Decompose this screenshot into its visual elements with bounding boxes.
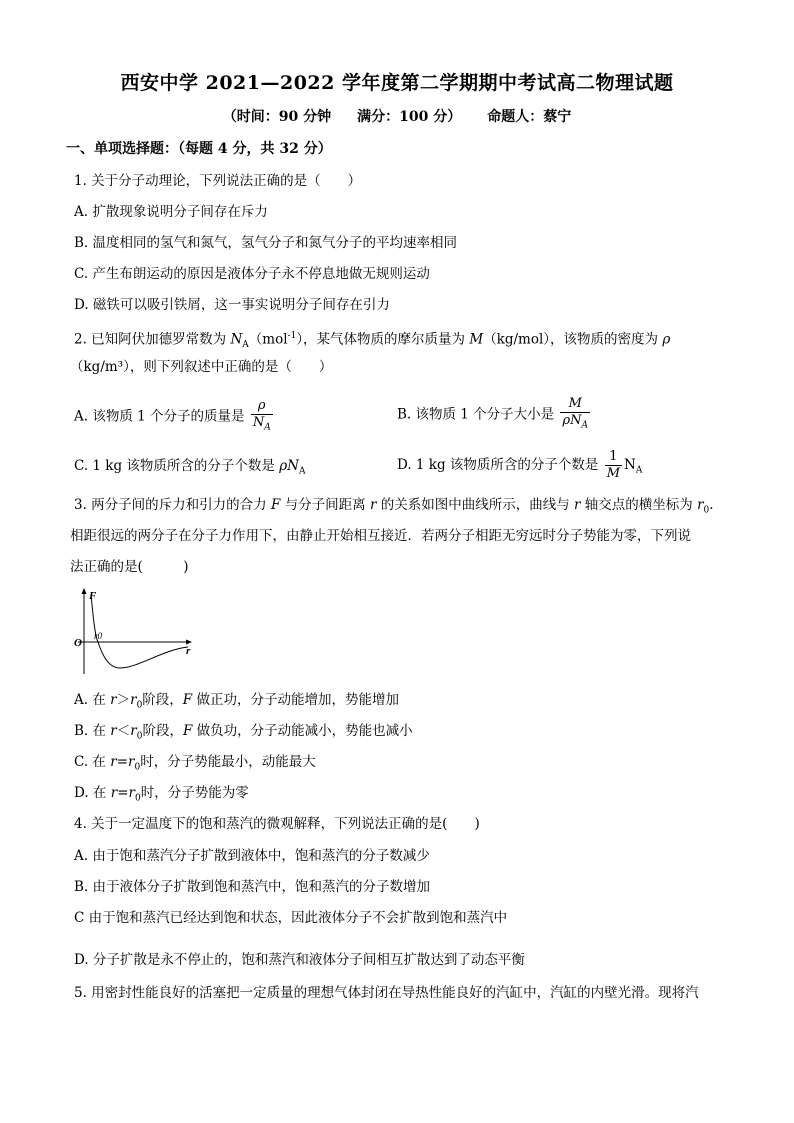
- q3-stem-line2: 相距很远的两分子在分子力作用下，由静止开始相互接近．若两分子相距无穷远时分子势能为零，下列说: [70, 528, 691, 544]
- graph-label-origin: O: [74, 637, 82, 649]
- q2-stem-line2: （kg/m³），则下列叙述中正确的是（ ）: [70, 359, 333, 375]
- exam-info: [0, 106, 794, 126]
- q4-stem: 4. 关于一定温度下的饱和蒸汽的微观解释，下列说法正确的是( ): [74, 816, 480, 832]
- graph-label-f: F: [89, 590, 97, 602]
- q2-option-d: D. 1 kg 该物质所含的分子个数是 $\frac{1}{M}$ $N_A$: [397, 449, 643, 481]
- q1-option-a: A. 扩散现象说明分子间存在斥力: [74, 204, 268, 220]
- q4-option-d: D. 分子扩散是永不停止的，饱和蒸汽和液体分子间相互扩散达到了动态平衡: [74, 952, 525, 968]
- q1-option-d: D. 磁铁可以吸引铁屑，这一事实说明分子间存在引力: [74, 297, 390, 313]
- q2-option-c: C. 1 kg 该物质所含的分子个数是 $\rho N_A$: [74, 458, 306, 477]
- exam-score: 满分：100 分）: [357, 109, 462, 125]
- q1-stem: 1. 关于分子动理论，下列说法正确的是（ ）: [74, 173, 362, 189]
- force-curve: [91, 594, 188, 668]
- q3-option-d: D. 在 $r=r_0$时，分子势能为零: [74, 785, 249, 804]
- section-heading: 一、单项选择题：（每题 4 分，共 32 分）: [66, 141, 332, 157]
- q3-option-a: A. 在 $r>r_0$阶段，F 做正功，分子动能增加，势能增加: [74, 692, 399, 711]
- q4-option-b: B. 由于液体分子扩散到饱和蒸汽中，饱和蒸汽的分子数增加: [74, 879, 431, 895]
- graph-label-r0: r0: [94, 631, 103, 641]
- exam-author: 命题人：蔡宁: [487, 109, 572, 125]
- q1-option-c: C. 产生布朗运动的原因是液体分子永不停息地做无规则运动: [74, 266, 430, 282]
- q1-option-b: B. 温度相同的氢气和氮气，氢气分子和氮气分子的平均速率相同: [74, 235, 458, 251]
- q3-option-c: C. 在 $r=r_0$时，分子势能最小，动能最大: [74, 754, 316, 773]
- y-axis-arrow: [82, 588, 87, 594]
- q5-stem: 5. 用密封性能良好的活塞把一定质量的理想气体封闭在导热性能良好的汽缸中，汽缸的内壁光滑。现将汽: [74, 985, 699, 1001]
- q3-stem-line3: 法正确的是( ): [70, 559, 189, 575]
- q3-option-b: B. 在 $r<r_0$阶段，F 做负功，分子动能减小，势能也减小: [74, 723, 413, 742]
- graph-label-r: r: [186, 645, 191, 657]
- q2-stem: 2. 已知阿伏加德罗常数为 $N_A(mol^{-1})$，某气体物质的摩尔质量为 M（kg/mol），该物质的密度为 ρ: [74, 331, 671, 351]
- fraction-m-over-rho-na: $\frac{M}{\rho N_A}$: [562, 396, 589, 431]
- q4-option-c: C 由于饱和蒸汽已经达到饱和状态，因此液体分子不会扩散到饱和蒸汽中: [74, 910, 508, 926]
- q2-option-b: B. 该物质 1 个分子大小是 $\frac{M}{\rho N_A}$: [397, 396, 592, 434]
- q4-option-a: A. 由于饱和蒸汽分子扩散到液体中，饱和蒸汽的分子数减少: [74, 848, 430, 864]
- q3-stem-line1: 3. 两分子间的斥力和引力的合力 F 与分子间距离 r 的关系如图中曲线所示，曲线与 r 轴交点的横坐标为 $r_0$.: [74, 497, 714, 516]
- fraction-rho-over-na: $\frac{\rho}{N_A}$: [252, 398, 271, 433]
- exam-time: （时间：90 分钟: [222, 109, 332, 125]
- force-distance-graph: [72, 586, 202, 678]
- fraction-one-over-m: $\frac{1}{M}$: [606, 449, 621, 481]
- x-axis-arrow: [186, 640, 192, 645]
- q2-option-a: A. 该物质 1 个分子的质量是 $\frac{\rho}{N_A}$: [74, 398, 275, 436]
- page-title: 西安中学 2021—2022 学年度第二学期期中考试高二物理试题: [120, 72, 674, 94]
